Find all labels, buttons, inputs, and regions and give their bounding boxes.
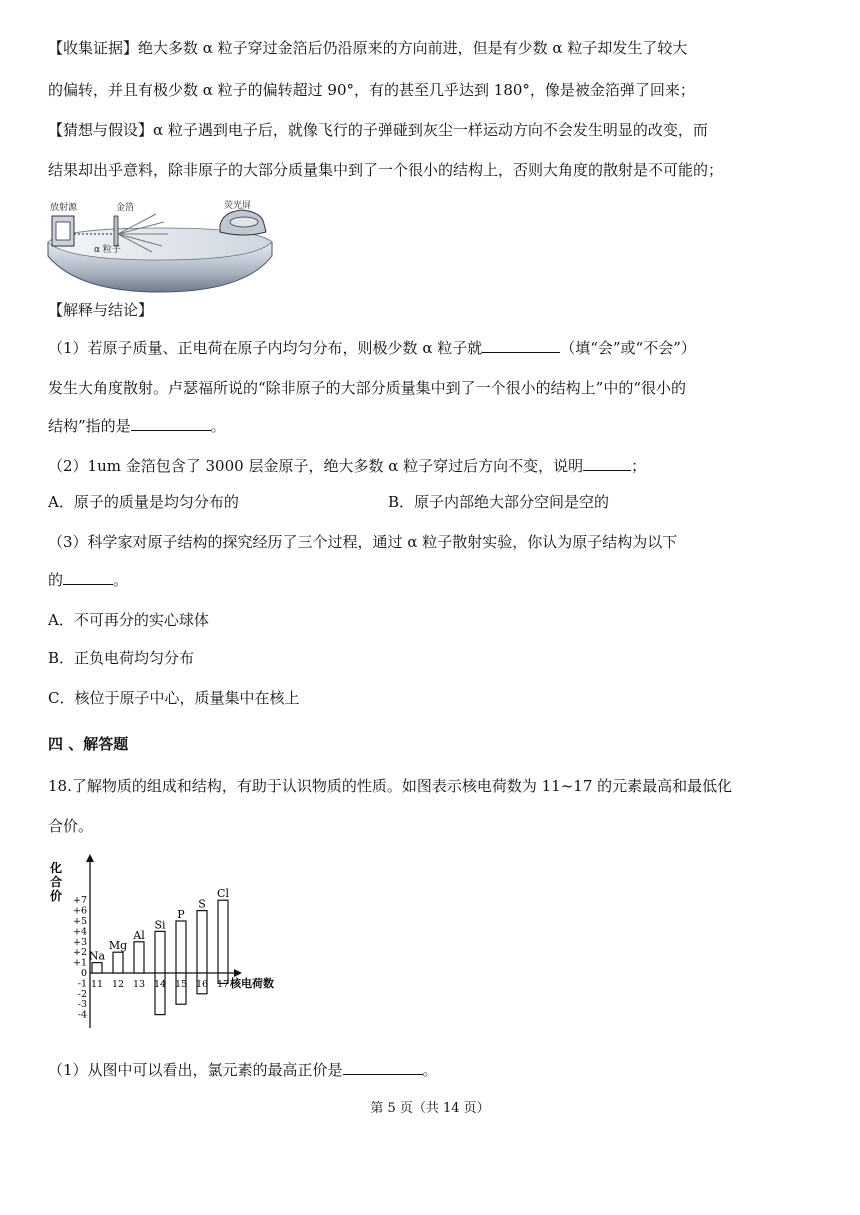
q1-text-c: 结构”指的是 xyxy=(48,417,131,435)
q1-text-a: （1）若原子质量、正电荷在原子内均匀分布，则极少数 α 粒子就 xyxy=(48,339,483,357)
bar-max-valence xyxy=(197,911,207,973)
q3-text-b-tail: 。 xyxy=(113,571,129,589)
q1-line-a xyxy=(48,338,696,358)
q3-option-a: A．不可再分的实心球体 xyxy=(48,611,209,629)
x-tick-label: 16 xyxy=(195,979,209,990)
element-label: Al xyxy=(133,928,145,942)
evidence-line-2: 的偏转，并且有极少数 α 粒子的偏转超过 90°，有的甚至几乎达到 180°，像是被金箔弹了回来； xyxy=(48,81,695,99)
y-axis-label-char: 化 xyxy=(50,861,63,875)
y-axis-arrow xyxy=(86,854,94,862)
q3-line-b xyxy=(48,570,128,590)
y-tick-label: 0 xyxy=(80,968,87,979)
y-tick-label: +3 xyxy=(72,936,87,948)
x-tick-label: 13 xyxy=(132,979,146,990)
y-tick-label: -3 xyxy=(77,999,87,1011)
q18-line-b: 合价。 xyxy=(48,817,94,835)
q1-line-c xyxy=(48,416,226,436)
x-tick-label: 15 xyxy=(174,979,188,990)
x-axis-label: 核电荷数 xyxy=(230,977,274,990)
label-source: 放射源 xyxy=(50,203,78,213)
q18-sub1-blank[interactable] xyxy=(343,1060,423,1075)
hypothesis-line-1: 【猜想与假设】α 粒子遇到电子后，就像飞行的子弹碰到灰尘一样运动方向不会发生明显的改变，而 xyxy=(48,121,708,139)
y-tick-label: +2 xyxy=(72,947,87,959)
y-tick-label: +6 xyxy=(72,905,87,917)
x-tick-label: 12 xyxy=(111,979,125,990)
element-label: Na xyxy=(88,949,106,963)
element-label: Si xyxy=(154,918,166,932)
element-label: Mg xyxy=(108,939,128,953)
q2-line xyxy=(48,456,646,476)
q18-line-a: 18.了解物质的组成和结构，有助于认识物质的性质。如图表示核电荷数为 11~17 的元素最高和最低化 xyxy=(48,777,733,795)
label-screen: 荧光屏 xyxy=(224,201,252,211)
bar-max-valence xyxy=(113,952,123,973)
q1-text-a-tail: （填“会”或“不会”） xyxy=(560,339,696,357)
y-tick-label: +4 xyxy=(72,926,87,938)
y-tick-label: +5 xyxy=(72,916,87,927)
valence-chart xyxy=(44,852,294,1030)
label-particle: α 粒子 xyxy=(94,245,121,255)
q2-option-b: B．原子内部绝大部分空间是空的 xyxy=(388,493,610,511)
q2-text: （2）1um 金箔包含了 3000 层金原子，绝大多数 α 粒子穿过后方向不变，说明 xyxy=(48,457,584,475)
bar-max-valence xyxy=(134,942,144,973)
y-tick-label: -4 xyxy=(77,1009,87,1021)
evidence-line-1: 【收集证据】绝大多数 α 粒子穿过金箔后仍沿原来的方向前进，但是有少数 α 粒子却发生了较大 xyxy=(48,39,688,57)
q3-text-b: 的 xyxy=(48,571,64,589)
q2-blank[interactable] xyxy=(583,456,631,471)
q1-text-c-tail: 。 xyxy=(210,417,226,435)
q18-sub1-text: （1）从图中可以看出，氯元素的最高正价是 xyxy=(48,1061,343,1079)
section-heading: 四 、解答题 xyxy=(48,735,129,753)
y-tick-label: +1 xyxy=(72,957,87,969)
x-tick-label: 14 xyxy=(153,979,167,990)
x-tick-label: 11 xyxy=(90,979,104,990)
x-axis-arrow xyxy=(234,969,242,977)
bar-max-valence xyxy=(155,931,165,973)
label-foil: 金箔 xyxy=(116,203,135,213)
explanation-heading: 【解释与结论】 xyxy=(48,301,154,319)
q3-option-b: B．正负电荷均匀分布 xyxy=(48,649,195,667)
bar-max-valence xyxy=(176,921,186,973)
element-label: S xyxy=(198,897,206,911)
bar-max-valence xyxy=(218,900,228,973)
q3-blank[interactable] xyxy=(63,570,113,585)
q18-sub1-tail: 。 xyxy=(422,1061,438,1079)
hypothesis-line-2: 结果却出乎意料，除非原子的大部分质量集中到了一个很小的结构上，否则大角度的散射是不可能的； xyxy=(48,161,724,179)
q18-sub1-line xyxy=(48,1060,438,1080)
alpha-scattering-figure xyxy=(44,198,276,294)
page-footer: 第 5 页（共 14 页） xyxy=(370,1101,490,1116)
q3-line-a: （3）科学家对原子结构的探究经历了三个过程，通过 α 粒子散射实验，你认为原子结构为以下 xyxy=(48,533,678,551)
q1-blank-2[interactable] xyxy=(131,416,211,431)
q2-text-tail: ； xyxy=(631,457,647,475)
q1-line-b: 发生大角度散射。卢瑟福所说的“除非原子的大部分质量集中到了一个很小的结构上”中的“很小的 xyxy=(48,379,687,397)
q1-blank-1[interactable] xyxy=(482,338,560,353)
y-axis-label-char: 合 xyxy=(50,875,63,889)
y-tick-label: -1 xyxy=(77,978,87,990)
q2-option-a: A．原子的质量是均匀分布的 xyxy=(48,493,239,511)
element-label: P xyxy=(177,908,185,921)
q3-option-c: C．核位于原子中心，质量集中在核上 xyxy=(48,689,300,707)
y-axis-label-char: 价 xyxy=(50,889,63,903)
element-label: Cl xyxy=(217,887,229,901)
y-tick-label: -2 xyxy=(77,988,87,1000)
y-tick-label: +7 xyxy=(72,895,87,907)
bar-max-valence xyxy=(92,963,102,973)
x-tick-label: 17 xyxy=(216,979,230,990)
